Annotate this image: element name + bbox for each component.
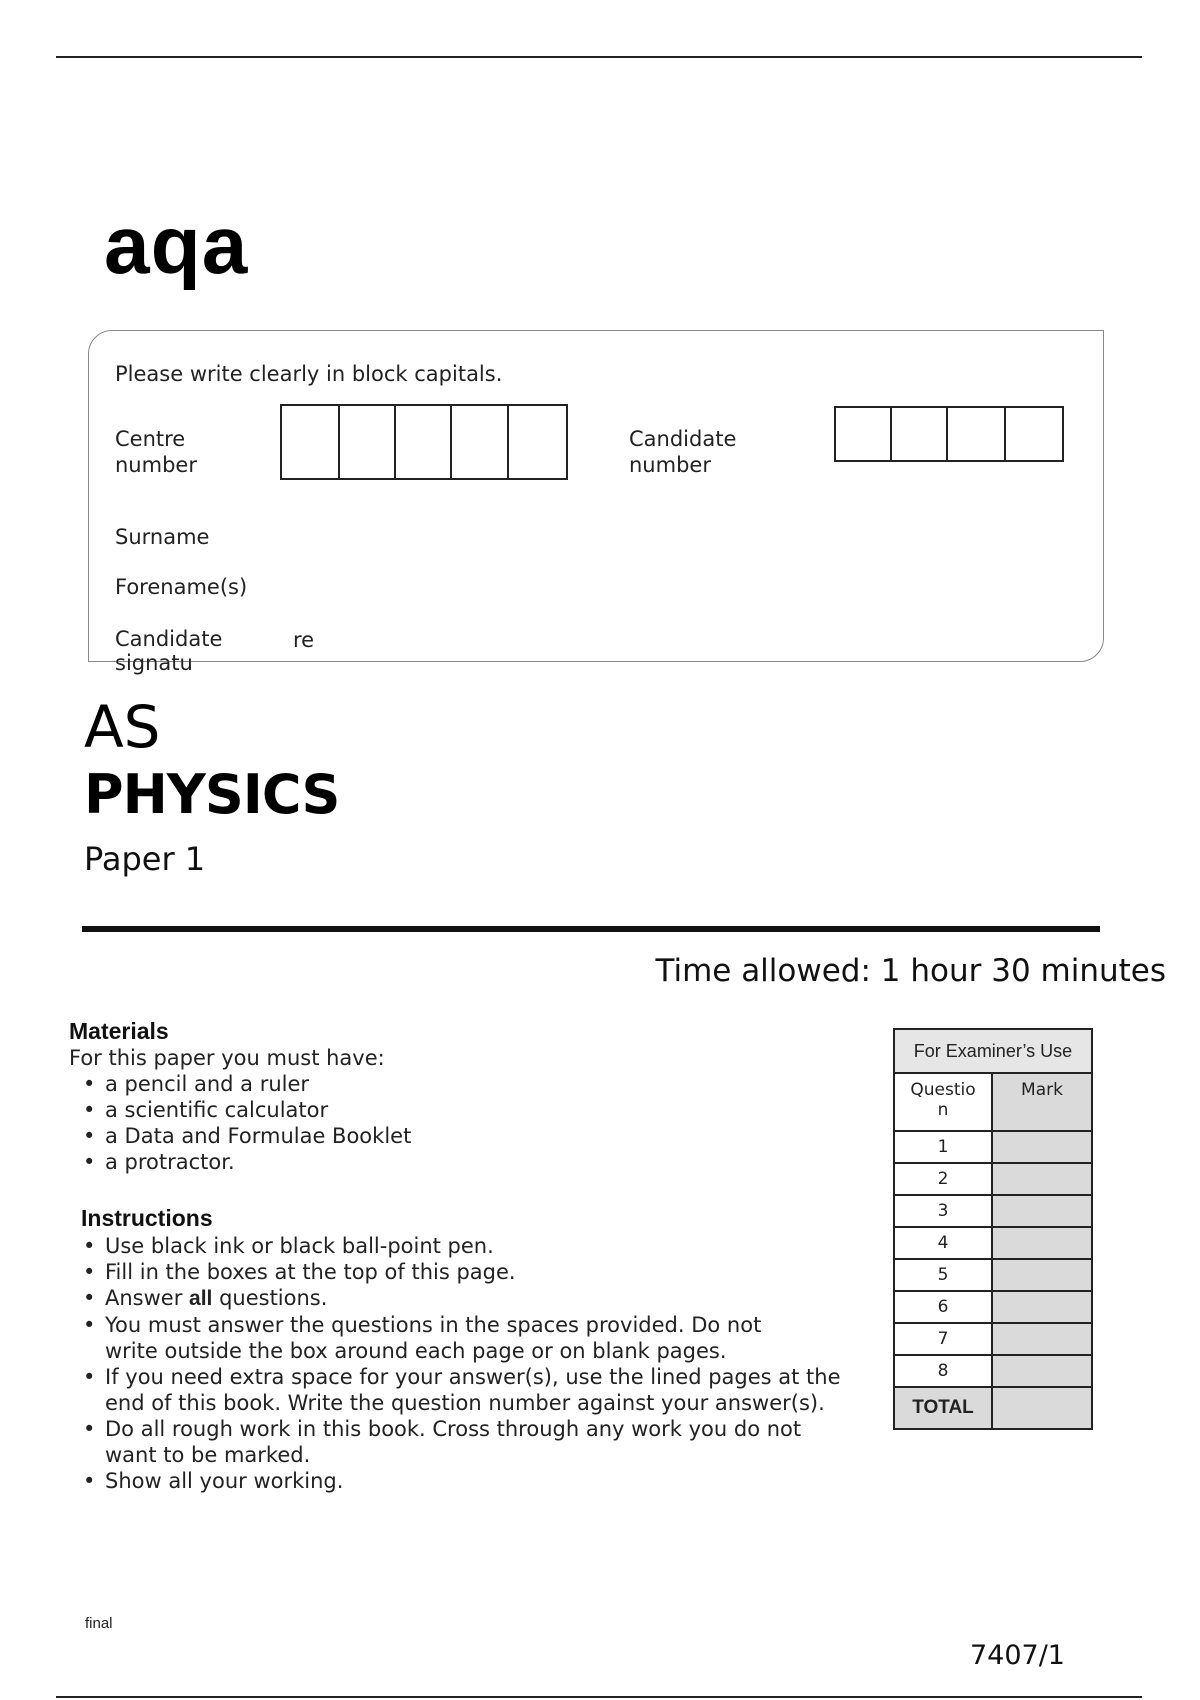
mark-column-header: Mark <box>992 1073 1092 1131</box>
mark-cell <box>992 1195 1092 1227</box>
list-item: • a scientific calculator <box>71 1097 869 1123</box>
candidate-number-boxes <box>834 406 1064 462</box>
table-row: 7 <box>894 1323 1092 1355</box>
table-row: 3 <box>894 1195 1092 1227</box>
list-item: • Do all rough work in this book. Cross through any work you do not want to be marked. <box>71 1416 845 1468</box>
bottom-rule <box>56 1696 1142 1698</box>
total-label: TOTAL <box>894 1387 992 1429</box>
centre-number-digit[interactable] <box>452 404 509 480</box>
centre-number-digit[interactable] <box>340 404 396 480</box>
centre-number-digit[interactable] <box>509 404 568 480</box>
paper-title: Paper 1 <box>84 840 206 878</box>
signature-label-fragment: re <box>293 628 315 652</box>
mark-cell <box>992 1259 1092 1291</box>
question-column-header: Questio n <box>894 1073 992 1131</box>
candidate-number-label: Candidate number <box>629 427 737 477</box>
block-capitals-instruction: Please write clearly in block capitals. <box>115 362 503 386</box>
mark-cell <box>992 1131 1092 1163</box>
examiner-use-table <box>893 1028 1093 1430</box>
mark-cell <box>992 1227 1092 1259</box>
examiner-table-title: For Examiner’s Use <box>894 1029 1092 1073</box>
subject-divider <box>82 926 1100 932</box>
top-rule <box>56 56 1142 58</box>
mark-cell <box>992 1291 1092 1323</box>
table-row: 8 <box>894 1355 1092 1387</box>
list-item: • You must answer the questions in the spaces provided. Do not write outside the box around each page or on blank pages. <box>71 1312 785 1364</box>
aqa-logo: aqa <box>104 200 249 291</box>
instructions-list <box>71 1233 861 1494</box>
paper-code: 7407/1 <box>970 1640 1065 1671</box>
centre-number-boxes <box>280 404 568 480</box>
list-item: • a Data and Formulae Booklet <box>71 1123 869 1149</box>
forenames-label: Forename(s) <box>115 575 248 599</box>
total-mark-cell <box>992 1387 1092 1429</box>
candidate-number-digit[interactable] <box>834 406 892 462</box>
time-allowed: Time allowed: 1 hour 30 minutes <box>655 953 1166 989</box>
surname-label: Surname <box>115 525 210 549</box>
list-item: • a protractor. <box>71 1149 869 1175</box>
mark-cell <box>992 1323 1092 1355</box>
mark-cell <box>992 1163 1092 1195</box>
qualification-level: AS <box>84 693 161 761</box>
candidate-number-digit[interactable] <box>1006 406 1064 462</box>
centre-number-digit[interactable] <box>396 404 452 480</box>
mark-cell <box>992 1355 1092 1387</box>
list-item: • If you need extra space for your answer(s), use the lined pages at the end of this book. Write the question number against your answer(s). <box>71 1364 845 1416</box>
table-row: 4 <box>894 1227 1092 1259</box>
list-item: • Use black ink or black ball-point pen. <box>71 1233 861 1259</box>
table-row: 5 <box>894 1259 1092 1291</box>
list-item: • a pencil and a ruler <box>71 1071 869 1097</box>
table-row: 1 <box>894 1131 1092 1163</box>
materials-intro: For this paper you must have: <box>69 1046 385 1070</box>
candidate-number-digit[interactable] <box>948 406 1006 462</box>
centre-number-label: Centre number <box>115 427 197 477</box>
list-item: • Answer all questions. <box>71 1285 861 1312</box>
total-row <box>894 1387 1092 1429</box>
materials-list <box>71 1071 869 1175</box>
document-status: final <box>85 1615 113 1632</box>
instructions-title: Instructions <box>81 1205 213 1231</box>
materials-section <box>69 1018 869 1175</box>
list-item: • Show all your working. <box>71 1468 861 1494</box>
table-row: 2 <box>894 1163 1092 1195</box>
list-item: • Fill in the boxes at the top of this page. <box>71 1259 861 1285</box>
instructions-section <box>81 1205 861 1494</box>
materials-title: Materials <box>69 1018 169 1044</box>
centre-number-digit[interactable] <box>280 404 340 480</box>
candidate-number-digit[interactable] <box>892 406 948 462</box>
table-row: 6 <box>894 1291 1092 1323</box>
signature-label: Candidate signatu <box>115 627 223 675</box>
subject-title: PHYSICS <box>84 763 340 826</box>
